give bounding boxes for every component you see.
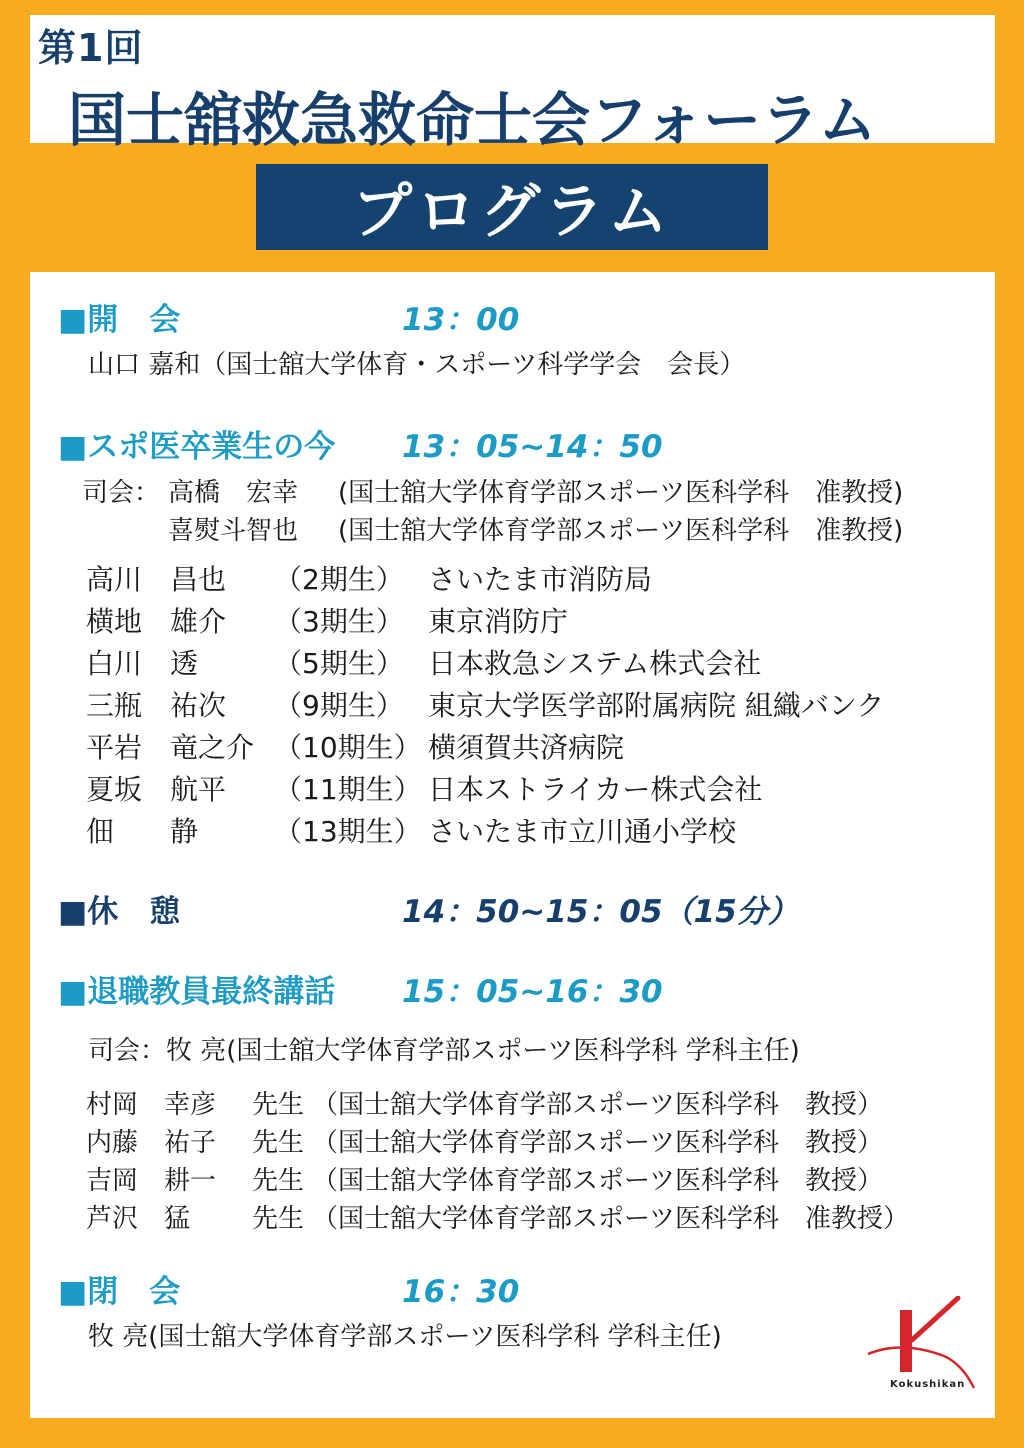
section-graduates-heading: ■スポ医卒業生の今 [58,429,336,465]
speaker-term: （10期生） [274,731,422,764]
speaker-name: 横地 雄介 [86,605,227,638]
closing-speaker: 牧 亮(国士舘大学体育学部スポーツ医科学科 学科主任) [88,1322,722,1352]
speaker-affiliation: （国士舘大学体育学部スポーツ医科学科 准教授） [312,1204,909,1234]
speaker-name: 吉岡 耕一 [86,1166,217,1196]
program-banner: プログラム [256,164,768,250]
speaker-org: 東京消防庁 [428,605,569,638]
speaker-title: 先生 [252,1128,305,1158]
program-content [30,272,995,1418]
speaker-term: （2期生） [274,563,404,596]
speaker-term: （3期生） [274,605,404,638]
speaker-name: 高川 昌也 [86,563,227,596]
section-lectures-heading: ■退職教員最終講話 [58,974,336,1010]
speaker-org: 日本ストライカー株式会社 [428,773,763,806]
speaker-term: （5期生） [274,647,404,680]
edition-label: 第1回 [38,26,144,70]
moderator-prefix: 司会： [82,478,161,508]
speaker-term: （11期生） [274,773,422,806]
speaker-affiliation: （国士舘大学体育学部スポーツ医科学科 教授） [312,1166,883,1196]
speaker-org: 日本救急システム株式会社 [428,647,762,680]
forum-title: 国士舘救急救命士会フォーラム [68,86,877,154]
lectures-moderator: 司会：牧 亮(国士舘大学体育学部スポーツ医科学科 学科主任) [88,1036,800,1066]
section-closing-time: 16：30 [402,1274,520,1310]
speaker-term: （9期生） [274,689,404,722]
speaker-name: 内藤 祐子 [86,1128,217,1158]
moderator-affiliation: (国士舘大学体育学部スポーツ医科学科 准教授) [338,516,904,546]
speaker-name: 三瓶 祐次 [86,689,227,722]
opening-speaker: 山口 嘉和（国士舘大学体育・スポーツ科学学会 会長） [88,350,746,380]
speaker-title: 先生 [252,1166,305,1196]
section-graduates-time: 13：05~14：50 [402,429,663,465]
speaker-org: 東京大学医学部附属病院 組織バンク [428,689,885,722]
speaker-title: 先生 [252,1204,305,1234]
speaker-name: 白川 透 [86,647,199,680]
title-box [30,15,995,154]
speaker-name: 平岩 竜之介 [86,731,255,764]
logo-text: Kokushikan [890,1379,966,1390]
kokushikan-logo-icon [862,1296,978,1392]
speaker-name: 芦沢 猛 [86,1204,191,1234]
moderator-name: 喜熨斗智也 [168,516,299,546]
section-closing-heading: ■閉 会 [58,1274,181,1310]
section-break-time: 14：50~15：05（15分） [402,894,799,930]
moderator-name: 高橋 宏幸 [168,478,299,508]
section-opening-time: 13：00 [402,302,520,338]
section-opening-heading: ■開 会 [58,302,181,338]
moderator-affiliation: (国士舘大学体育学部スポーツ医科学科 准教授) [338,478,904,508]
speaker-org: 横須賀共済病院 [428,731,625,764]
logo-diagonal-stroke [912,1298,958,1340]
speaker-term: （13期生） [274,815,422,848]
section-break-heading: ■休 憩 [58,894,181,930]
speaker-org: さいたま市消防局 [428,563,653,596]
speaker-org: さいたま市立川通小学校 [428,815,737,848]
speaker-affiliation: （国士舘大学体育学部スポーツ医科学科 教授） [312,1128,883,1158]
speaker-name: 佃 静 [86,815,199,848]
section-lectures-time: 15：05~16：30 [402,974,663,1010]
speaker-name: 村岡 幸彦 [86,1090,217,1120]
speaker-name: 夏坂 航平 [86,773,227,806]
speaker-affiliation: （国士舘大学体育学部スポーツ医科学科 教授） [312,1090,883,1120]
speaker-title: 先生 [252,1090,305,1120]
